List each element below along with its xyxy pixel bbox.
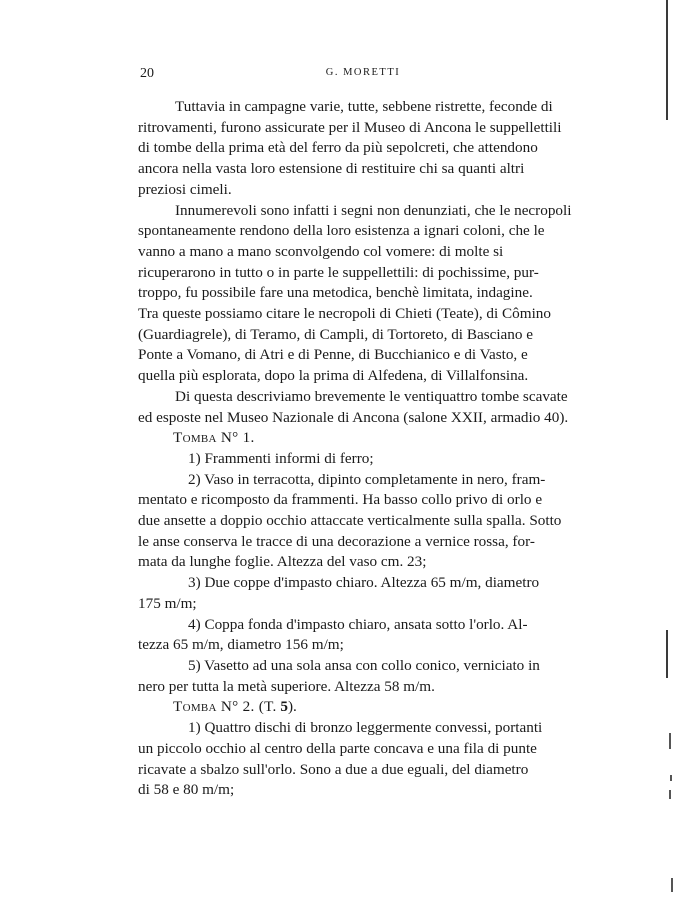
page-header (140, 66, 586, 84)
tomb-heading: Tomba N° 1. (173, 429, 255, 447)
text-line: 5) Vasetto ad una sola ansa con collo conico, verniciato in (188, 656, 540, 674)
text-line: Tra queste possiamo citare le necropoli di Chieti (Teate), di Cômino (138, 305, 551, 323)
scan-mark (670, 775, 672, 781)
tomb-heading (138, 697, 588, 718)
text-line: 1) Frammenti informi di ferro; (188, 449, 374, 467)
text-line: nero per tutta la metà superiore. Altezza 58 m/m. (138, 677, 435, 695)
page-number: 20 (140, 66, 154, 81)
text-line: spontaneamente rendono della loro esistenza a ignari coloni, che le (138, 222, 545, 240)
scan-mark (669, 733, 671, 749)
tomb-heading-label: Tomba N° 2. (T. (173, 698, 277, 716)
text-line: di 58 e 80 m/m; (138, 781, 235, 799)
scan-edge-line (666, 630, 668, 678)
text-line: ricuperarono in tutto o in parte le suppellettili: di pochissime, pur- (138, 263, 539, 281)
text-line: di tombe della prima età del ferro da più sepolcreti, che attendono (138, 139, 538, 157)
text-line: ed esposte nel Museo Nazionale di Ancona (salone XXII, armadio 40). (138, 408, 569, 426)
tomb-heading-end: ). (288, 698, 297, 716)
text-line: 1) Quattro dischi di bronzo leggermente convessi, portanti (188, 719, 543, 737)
text-line: ritrovamenti, furono assicurate per il Museo di Ancona le suppellettili (138, 118, 562, 136)
text-line: 2) Vaso in terracotta, dipinto completamente in nero, fram- (188, 470, 546, 488)
text-line: 3) Due coppe d'impasto chiaro. Altezza 65 m/m, diametro (188, 574, 540, 592)
text-line: ancora nella vasta loro estensione di restituire chi sa quanti altri (138, 160, 525, 178)
text-line: (Guardiagrele), di Teramo, di Campli, di Tortoreto, di Basciano e (138, 325, 534, 343)
text-line: due ansette a doppio occhio attaccate verticalmente sulla spalla. Sotto (138, 512, 562, 530)
text-line: vanno a mano a mano sconvolgendo col vomere: di molte si (138, 242, 504, 260)
text-line: ricavate a sbalzo sull'orlo. Sono a due a due eguali, del diametro (138, 760, 529, 778)
plate-reference: 5 (280, 698, 288, 716)
scan-edge-line (666, 0, 668, 120)
scan-mark (669, 790, 671, 799)
text-line: mentato e ricomposto da frammenti. Ha basso collo privo di orlo e (138, 491, 543, 509)
text-line: Di questa descriviamo brevemente le ventiquattro tombe scavate (175, 387, 568, 405)
text-line: le anse conserva le tracce di una decorazione a vernice rossa, for- (138, 532, 535, 550)
body-text (138, 97, 588, 801)
text-line: 4) Coppa fonda d'impasto chiaro, ansata sotto l'orlo. Al- (188, 615, 528, 633)
text-line: Innumerevoli sono infatti i segni non denunziati, che le necropoli (175, 201, 572, 219)
text-line: Tuttavia in campagne varie, tutte, sebbene ristrette, feconde di (175, 98, 553, 115)
text-line: mata da lunghe foglie. Altezza del vaso cm. 23; (138, 553, 427, 571)
text-line: Ponte a Vomano, di Atri e di Penne, di Bucchianico e di Vasto, e (138, 346, 528, 364)
text-line: un piccolo occhio al centro della parte concava e una fila di punte (138, 739, 537, 757)
scan-mark (671, 878, 673, 892)
text-line: quella più esplorata, dopo la prima di Alfedena, di Villalfonsina. (138, 367, 529, 385)
text-line: 175 m/m; (138, 594, 197, 612)
text-line: troppo, fu possibile fare una metodica, benchè limitata, indagine. (138, 284, 533, 302)
text-line: tezza 65 m/m, diametro 156 m/m; (138, 636, 344, 654)
running-head: G. MORETTI (325, 67, 401, 78)
text-line: preziosi cimeli. (138, 180, 232, 198)
